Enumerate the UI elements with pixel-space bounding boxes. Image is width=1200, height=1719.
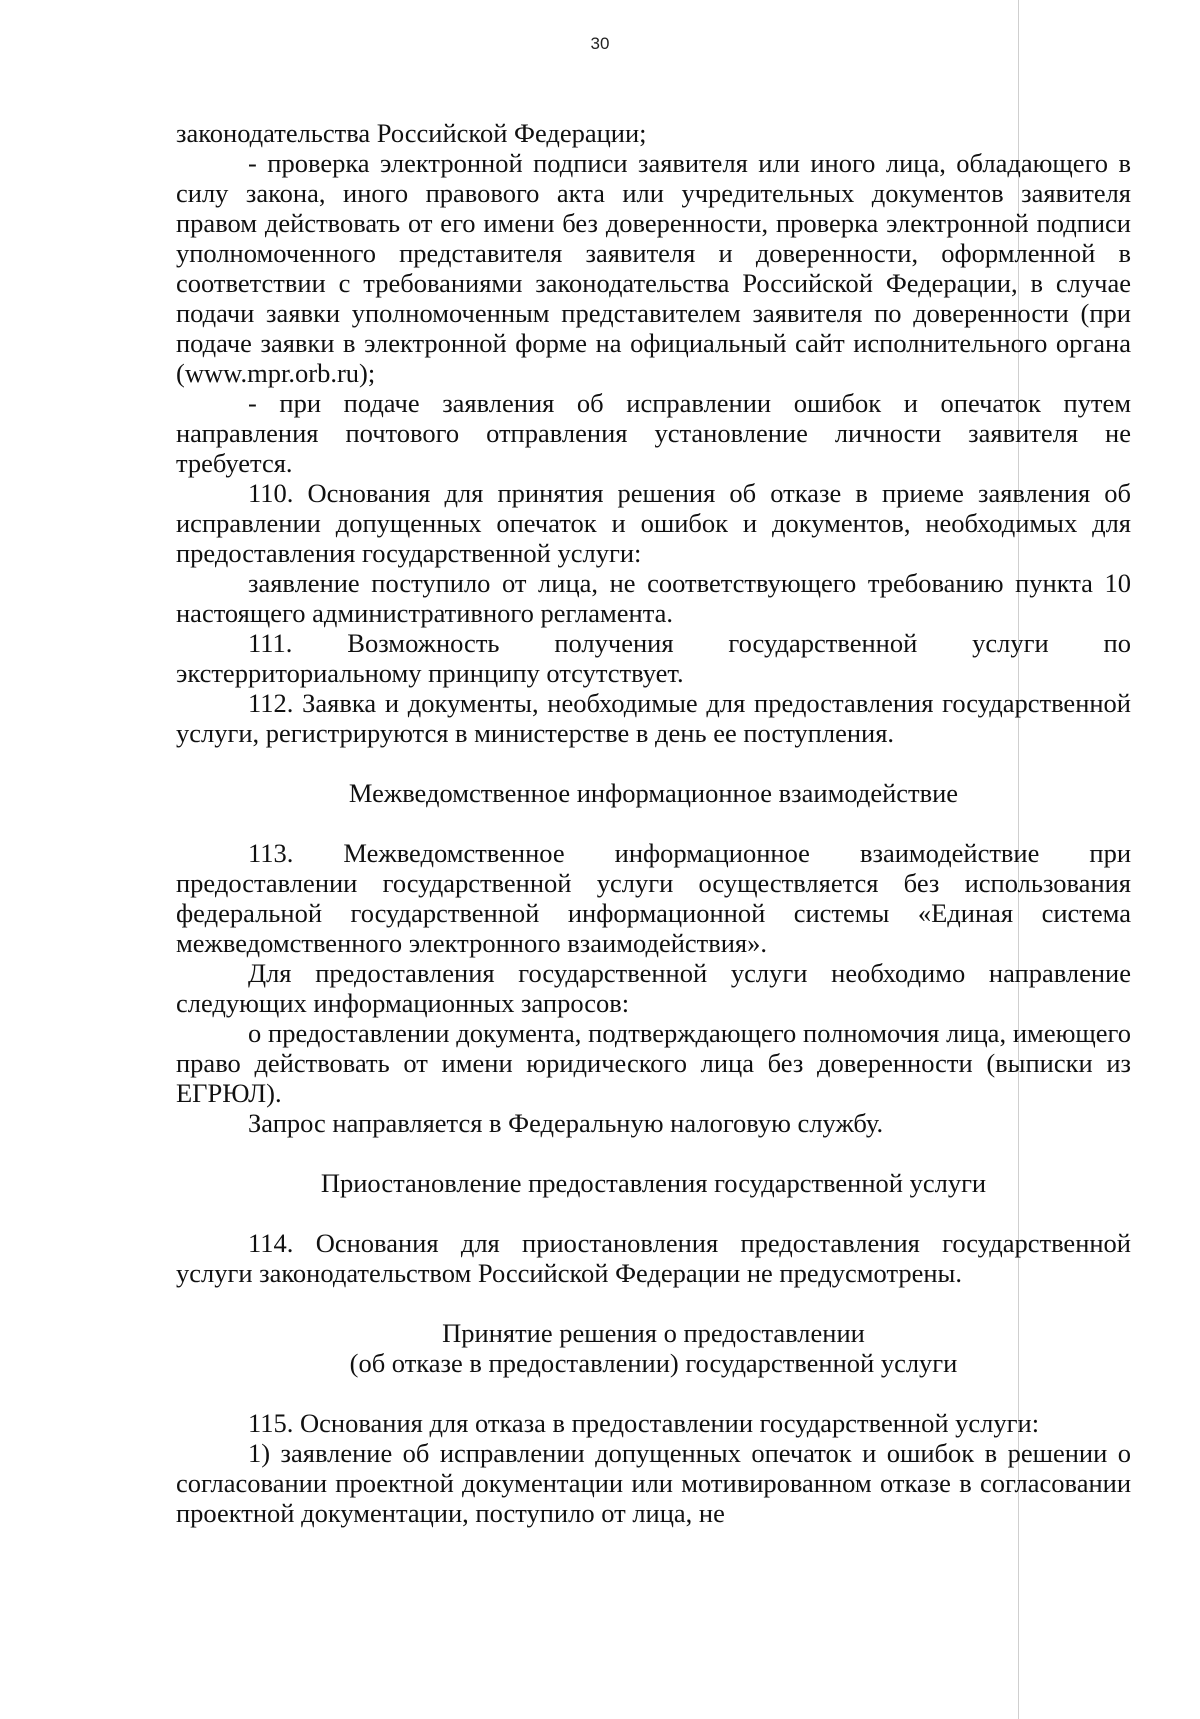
spacer (176, 1288, 1131, 1318)
paragraph: заявление поступило от лица, не соответствующего требованию пункта 10 настоящего административного регламента. (176, 568, 1131, 628)
paragraph: - при подаче заявления об исправлении ошибок и опечаток путем направления почтового отправления установление личности заявителя не требуется. (176, 388, 1131, 478)
paragraph: 1) заявление об исправлении допущенных опечаток и ошибок в решении о согласовании проектной документации или мотивированном отказе в согласовании проектной документации, поступило от лица, не (176, 1438, 1131, 1528)
paragraph-113: 113. Межведомственное информационное взаимодействие при предоставлении государственной услуги осуществляется без использования федеральной государственной информационной системы «Единая система межведомственного электронного взаимодействия». (176, 838, 1131, 958)
paragraph-115: 115. Основания для отказа в предоставлении государственной услуги: (248, 1408, 1040, 1438)
spacer (176, 1138, 1131, 1168)
section-heading-suspension: Приостановление предоставления государственной услуги (320, 1168, 987, 1198)
document-body (176, 118, 1131, 1528)
spacer (176, 1198, 1131, 1228)
spacer (176, 748, 1131, 778)
spacer (176, 808, 1131, 838)
section-heading-interdepartmental: Межведомственное информационное взаимодействие (348, 778, 959, 808)
paragraph: о предоставлении документа, подтверждающего полномочия лица, имеющего право действовать от имени юридического лица без доверенности (выписки из ЕГРЮЛ). (176, 1018, 1131, 1108)
section-heading-decision-line2: (об отказе в предоставлении) государственной услуги (349, 1348, 958, 1378)
paragraph-112: 112. Заявка и документы, необходимые для предоставления государственной услуги, регистрируются в министерстве в день ее поступления. (176, 688, 1131, 748)
paragraph: Запрос направляется в Федеральную налоговую службу. (248, 1108, 884, 1138)
paragraph-114: 114. Основания для приостановления предоставления государственной услуги законодательством Российской Федерации не предусмотрены. (176, 1228, 1131, 1288)
paragraph: законодательства Российской Федерации; (176, 118, 647, 148)
paragraph: - проверка электронной подписи заявителя или иного лица, обладающего в силу закона, иного правового акта или учредительных документов заявителя правом действовать от его имени без доверенности, проверка электронной подписи уполномоченного представителя заявителя и доверенности, оформленной в соответствии с требованиями законодательства Российской Федерации, в случае подачи заявки уполномоченным представителем заявителя по доверенности (при подаче заявки в электронной форме на официальный сайт исполнительного органа (www.mpr.orb.ru); (176, 148, 1131, 388)
page-number: 30 (590, 34, 610, 53)
paragraph-111: 111. Возможность получения государственной услуги по экстерриториальному принципу отсутствует. (176, 628, 1131, 688)
section-heading-decision-line1: Принятие решения о предоставлении (442, 1318, 865, 1348)
paragraph-110: 110. Основания для принятия решения об отказе в приеме заявления об исправлении допущенных опечаток и ошибок и документов, необходимых для предоставления государственной услуги: (176, 478, 1131, 568)
paragraph: Для предоставления государственной услуги необходимо направление следующих информационных запросов: (176, 958, 1131, 1018)
spacer (176, 1378, 1131, 1408)
